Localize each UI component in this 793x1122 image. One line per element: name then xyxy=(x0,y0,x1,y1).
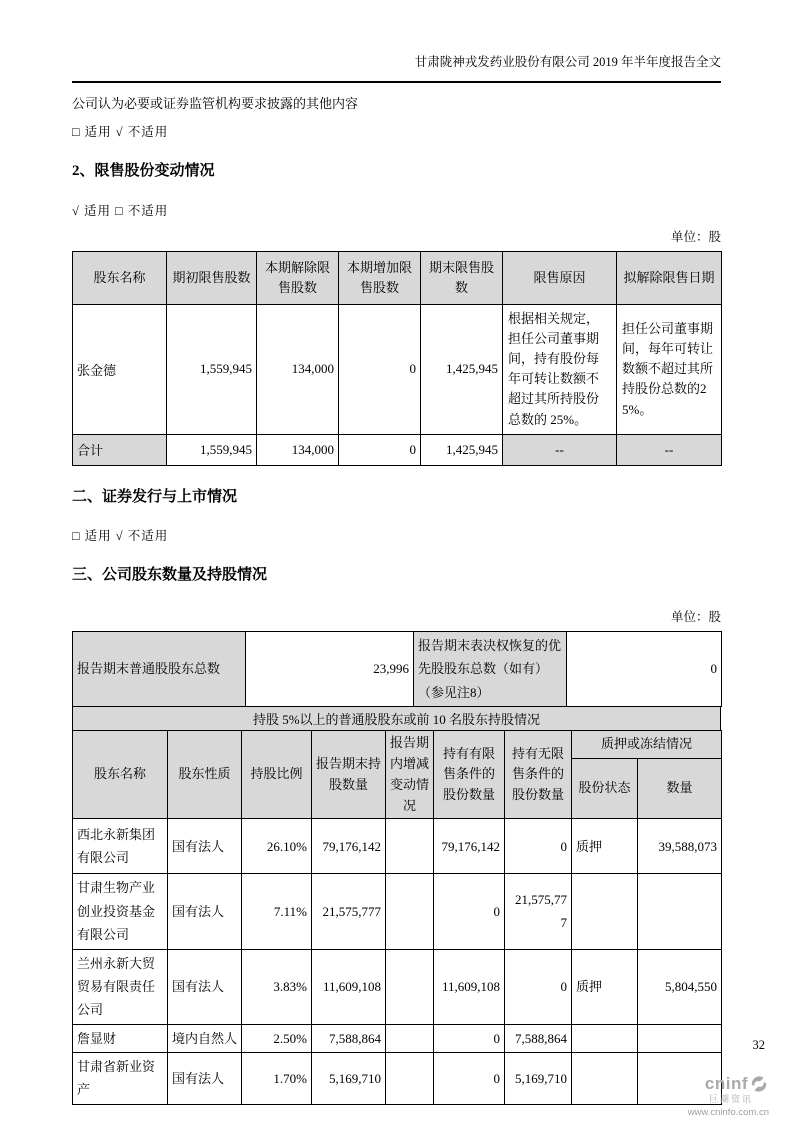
value-cell: 1.70% xyxy=(242,1053,312,1105)
restricted-table-header-row xyxy=(73,251,722,304)
pledge-status-cell: 质押 xyxy=(572,949,638,1024)
preferred-holders-label: 报告期末表决权恢复的优先股股东总数（如有）（参见注8） xyxy=(414,631,567,706)
col-header: 限售原因 xyxy=(503,251,617,304)
heading-shareholder-count: 三、公司股东数量及持股情况 xyxy=(72,567,268,584)
table-row xyxy=(73,1053,722,1105)
shareholder-name-cell: 甘肃省新业资产 xyxy=(73,1053,168,1105)
shareholder-name-cell: 西北永新集团有限公司 xyxy=(73,819,168,874)
value-cell xyxy=(638,874,722,949)
value-cell xyxy=(386,819,434,874)
shareholder-type-cell: 国有法人 xyxy=(168,819,242,874)
page-number: 32 xyxy=(752,1038,765,1052)
col-header: 报告期末持股数量 xyxy=(312,731,386,819)
col-header: 本期解除限售股数 xyxy=(257,251,339,304)
unit-label-restricted: 单位：股 xyxy=(670,229,721,244)
unit-label-shareholders: 单位：股 xyxy=(670,609,721,624)
pledge-status-cell xyxy=(572,1024,638,1052)
value-cell: 7,588,864 xyxy=(505,1024,572,1052)
table-total-row xyxy=(73,434,722,465)
summary-row xyxy=(73,631,722,706)
col-header: 期末限售股数 xyxy=(421,251,503,304)
logo-url: www.cninfo.com.cn xyxy=(687,1106,769,1118)
shareholder-name-cell: 兰州永新大贸贸易有限责任公司 xyxy=(73,949,168,1024)
value-cell: 79,176,142 xyxy=(312,819,386,874)
value-cell: 134,000 xyxy=(257,434,339,465)
heading-restricted-shares: 2、限售股份变动情况 xyxy=(72,163,215,180)
table-row xyxy=(73,819,722,874)
para-other-content: 公司认为必要或证券监管机构要求披露的其他内容 xyxy=(72,96,359,111)
restriction-reason-cell: 根据相关规定，担任公司董事期间，持有股份每年可转让数额不超过其所持股份总数的 25%。 xyxy=(503,304,617,434)
preferred-holders-value: 0 xyxy=(567,631,722,706)
release-date-cell: 担任公司董事期间，每年可转让数额不超过其所持股份总数的25%。 xyxy=(617,304,722,434)
shareholder-summary-table xyxy=(72,631,722,707)
doc-header-title: 甘肃陇神戎发药业股份有限公司 2019 年半年度报告全文 xyxy=(414,55,721,69)
shareholder-name-cell: 张金德 xyxy=(73,304,167,434)
logo-caption: 巨潮资讯 xyxy=(708,1094,753,1104)
applicability-line-restricted: √ 适用 □ 不适用 xyxy=(72,203,169,218)
value-cell: 5,169,710 xyxy=(312,1053,386,1105)
common-holders-value: 23,996 xyxy=(246,631,414,706)
value-cell: 7.11% xyxy=(242,874,312,949)
value-cell: 0 xyxy=(505,949,572,1024)
top-shareholders-table xyxy=(72,730,722,1105)
value-cell: 79,176,142 xyxy=(434,819,505,874)
col-header: 股东名称 xyxy=(73,731,168,819)
value-cell: 21,575,777 xyxy=(312,874,386,949)
value-cell xyxy=(386,1024,434,1052)
value-cell: 11,609,108 xyxy=(312,949,386,1024)
value-cell xyxy=(386,874,434,949)
shareholder-type-cell: 境内自然人 xyxy=(168,1024,242,1052)
value-cell: 0 xyxy=(339,434,421,465)
col-header: 本期增加限售股数 xyxy=(339,251,421,304)
cninfo-swirl-icon xyxy=(749,1074,769,1094)
shareholder-name-cell: 甘肃生物产业创业投资基金有限公司 xyxy=(73,874,168,949)
shareholder-name-cell: 詹显财 xyxy=(73,1024,168,1052)
col-header: 报告期内增减变动情况 xyxy=(386,731,434,819)
value-cell xyxy=(638,1024,722,1052)
value-cell: 39,588,073 xyxy=(638,819,722,874)
value-cell: 1,559,945 xyxy=(167,434,257,465)
restricted-shares-table xyxy=(72,251,722,466)
value-cell: 0 xyxy=(434,1053,505,1105)
logo-wordmark xyxy=(688,1074,769,1094)
shareholder-type-cell: 国有法人 xyxy=(168,949,242,1024)
heading-securities-issuance: 二、证券发行与上市情况 xyxy=(72,488,238,505)
value-cell: 2.50% xyxy=(242,1024,312,1052)
merged-title-row xyxy=(73,707,721,731)
table-row xyxy=(73,1024,722,1052)
pledge-group-header: 质押或冻结情况 xyxy=(572,731,722,759)
na-cell: -- xyxy=(503,434,617,465)
col-header: 股东名称 xyxy=(73,251,167,304)
col-header: 持股比例 xyxy=(242,731,312,819)
logo-text: cninf xyxy=(704,1073,748,1093)
shareholder-type-cell: 国有法人 xyxy=(168,874,242,949)
value-cell: 26.10% xyxy=(242,819,312,874)
value-cell: 1,559,945 xyxy=(167,304,257,434)
merged-title-cell: 持股 5%以上的普通股股东或前 10 名股东持股情况 xyxy=(73,707,721,731)
col-header: 期初限售股数 xyxy=(167,251,257,304)
value-cell: 11,609,108 xyxy=(434,949,505,1024)
table-row xyxy=(73,304,722,434)
total-label-cell: 合计 xyxy=(73,434,167,465)
merged-title-table xyxy=(72,706,721,731)
value-cell: 0 xyxy=(339,304,421,434)
value-cell xyxy=(386,949,434,1024)
shareholder-type-cell: 国有法人 xyxy=(168,1053,242,1105)
value-cell: 5,169,710 xyxy=(505,1053,572,1105)
applicability-line-intro: □ 适用 √ 不适用 xyxy=(72,124,169,139)
value-cell xyxy=(386,1053,434,1105)
pledge-status-cell xyxy=(572,1053,638,1105)
na-cell: -- xyxy=(617,434,722,465)
col-header: 股东性质 xyxy=(168,731,242,819)
value-cell: 0 xyxy=(434,874,505,949)
value-cell: 134,000 xyxy=(257,304,339,434)
cninfo-logo xyxy=(688,1074,769,1118)
value-cell: 3.83% xyxy=(242,949,312,1024)
value-cell: 0 xyxy=(505,819,572,874)
value-cell: 7,588,864 xyxy=(312,1024,386,1052)
col-header: 股份状态 xyxy=(572,759,638,819)
col-header: 数量 xyxy=(638,759,722,819)
doc-header xyxy=(72,0,721,83)
pledge-status-cell xyxy=(572,874,638,949)
pledge-status-cell: 质押 xyxy=(572,819,638,874)
table-row xyxy=(73,874,722,949)
table-row xyxy=(73,949,722,1024)
applicability-line-securities: □ 适用 √ 不适用 xyxy=(72,529,169,544)
common-holders-label: 报告期末普通股股东总数 xyxy=(73,631,246,706)
value-cell: 0 xyxy=(434,1024,505,1052)
holders-header-row-1 xyxy=(73,731,722,759)
col-header: 持有无限售条件的股份数量 xyxy=(505,731,572,819)
value-cell: 1,425,945 xyxy=(421,434,503,465)
value-cell: 5,804,550 xyxy=(638,949,722,1024)
value-cell: 1,425,945 xyxy=(421,304,503,434)
col-header: 拟解除限售日期 xyxy=(617,251,722,304)
col-header: 持有有限售条件的股份数量 xyxy=(434,731,505,819)
value-cell: 21,575,777 xyxy=(505,874,572,949)
